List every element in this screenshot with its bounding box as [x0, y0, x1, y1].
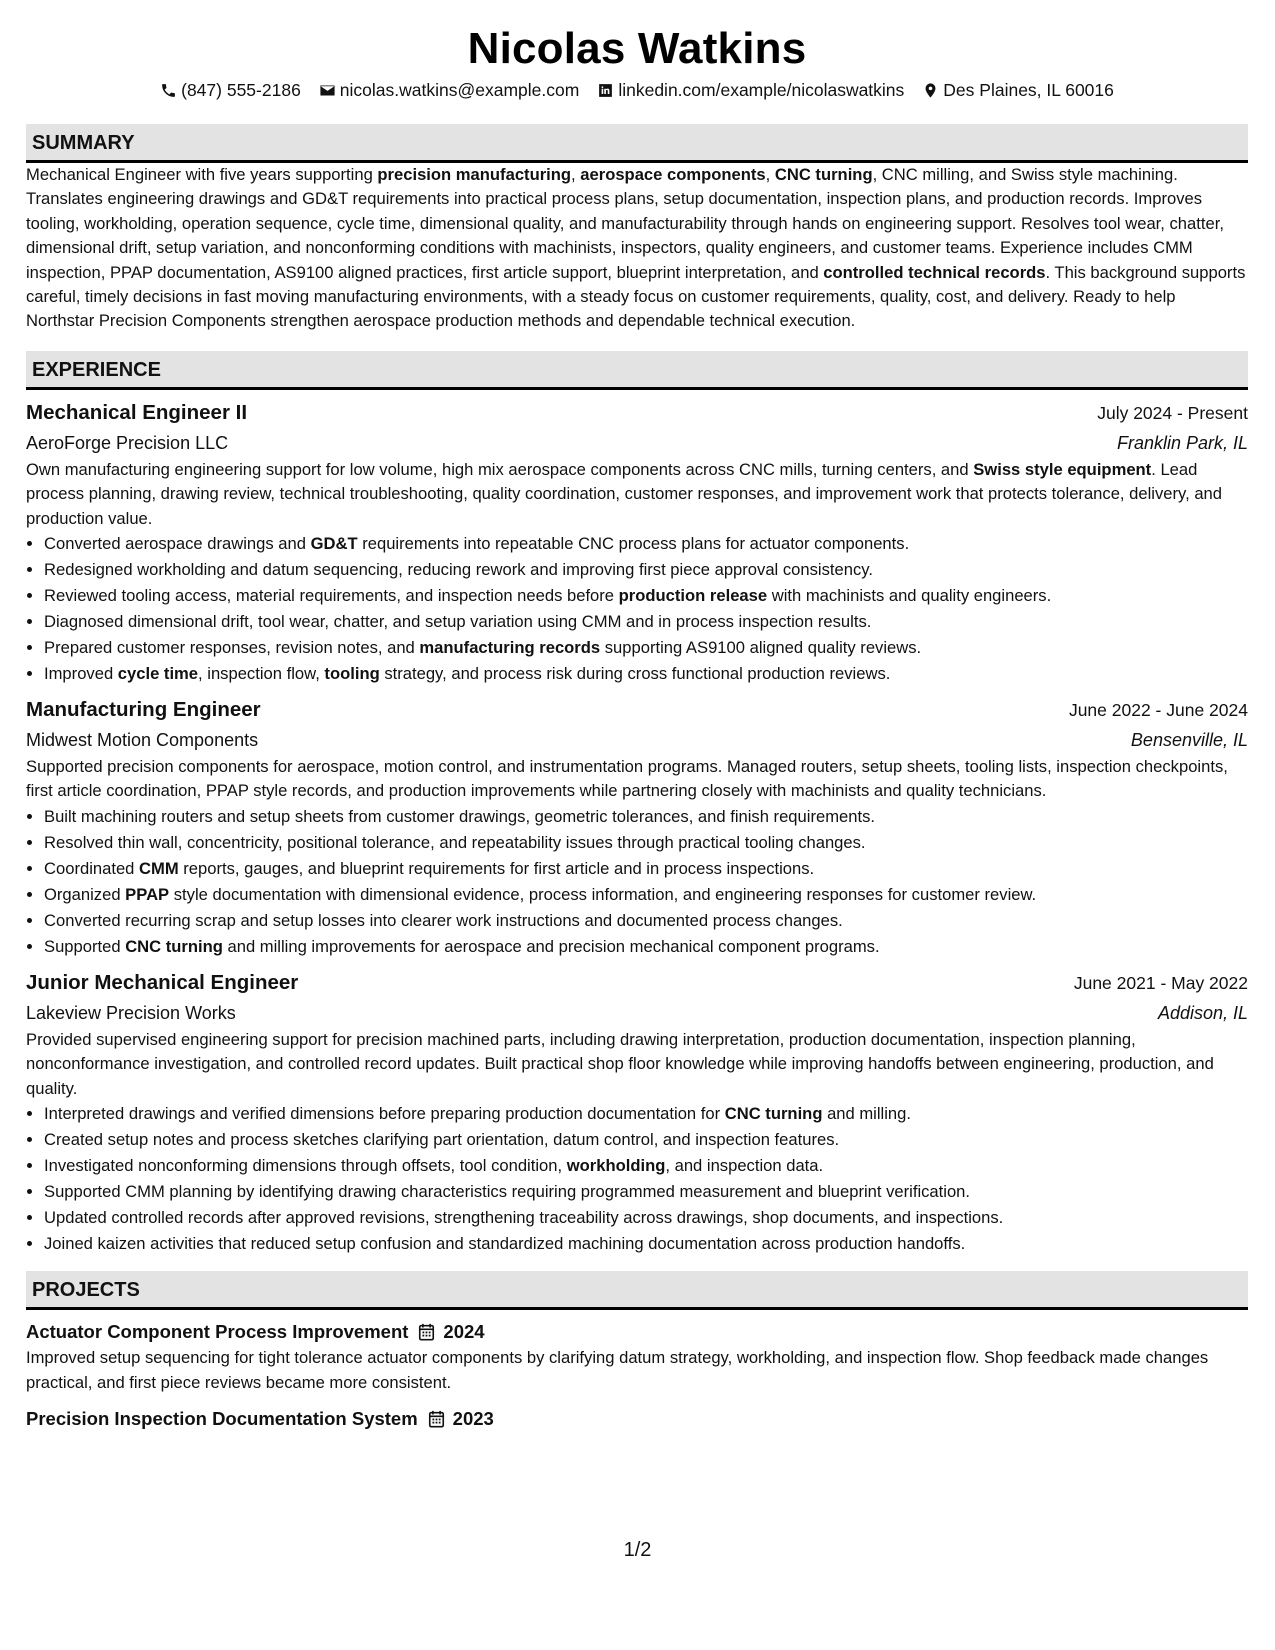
page-number: 1/2 — [623, 1539, 652, 1561]
project-description: Improved setup sequencing for tight tolerance actuator components by clarifying datum strategy, workholding, and inspection flow. Shop feedback made changes practical, and first piece reviews became more consistent. — [26, 1348, 1209, 1392]
candidate-name: Nicolas Watkins — [467, 24, 807, 73]
contact-line — [26, 78, 1248, 102]
job-description: Supported precision components for aerospace, motion control, and instrumentation programs. Managed routers, setup sheets, tooling lists, inspection checkpoints, first article coordination, PPAP style records, and production improvements while partnering closely with machinists and quality technicians. — [26, 757, 1228, 801]
job-dates: June 2022 - June 2024 — [1068, 700, 1248, 721]
job-company: AeroForge Precision LLC — [26, 432, 229, 453]
project-date — [418, 1318, 484, 1346]
project-title: Precision Inspection Documentation System — [26, 1407, 418, 1429]
list-item: • Supported CNC turning and milling improvements for aerospace and precision mechanical component programs. — [44, 934, 1248, 960]
contact-phone-text: (847) 555-2186 — [181, 80, 301, 100]
contact-location-text: Des Plaines, IL 60016 — [943, 80, 1114, 100]
job-title: Junior Mechanical Engineer — [26, 970, 299, 994]
project-title: Actuator Component Process Improvement — [26, 1321, 409, 1343]
job-description: Provided supervised engineering support for precision machined parts, including drawing interpretation, production documentation, inspection planning, nonconformance investigation, and controlled record updates. Built practical shop floor knowledge while improving handoffs between engineering, production, and quality. — [26, 1029, 1214, 1098]
contact-phone — [160, 78, 301, 102]
job-title: Manufacturing Engineer — [26, 698, 261, 722]
list-item: • Created setup notes and process sketches clarifying part orientation, datum control, and inspection features. — [44, 1127, 1248, 1153]
list-item: • Joined kaizen activities that reduced setup confusion and standardized machining documentation across production handoffs. — [44, 1231, 1248, 1257]
linkedin-icon — [597, 82, 614, 99]
list-item: • Updated controlled records after approved revisions, strengthening traceability across drawings, shop documents, and inspections. — [44, 1205, 1248, 1231]
job-entry — [26, 398, 1248, 687]
list-item: • Improved cycle time, inspection flow, tooling strategy, and process risk during cross functional production reviews. — [44, 661, 1248, 687]
list-item: • Coordinated CMM reports, gauges, and blueprint requirements for first article and in process inspections. — [44, 856, 1248, 882]
job-description: Own manufacturing engineering support for low volume, high mix aerospace components across CNC mills, turning centers, and Swiss style equipment. Lead process planning, drawing review, technical troubleshooting, quality coordination, customer responses, and improvement work that protects tolerance, delivery, and production value. — [26, 459, 1223, 528]
contact-location — [922, 78, 1114, 102]
summary-section — [26, 124, 1248, 334]
list-item: • Supported CMM planning by identifying drawing characteristics requiring programmed measurement and blueprint verification. — [44, 1179, 1248, 1205]
list-item: • Prepared customer responses, revision notes, and manufacturing records supporting AS9100 aligned quality reviews. — [44, 635, 1248, 661]
job-bullets — [26, 531, 1248, 687]
list-item: • Resolved thin wall, concentricity, positional tolerance, and repeatability issues through practical tooling changes. — [44, 830, 1248, 856]
project-year: 2024 — [443, 1321, 485, 1343]
resume-page — [26, 0, 1248, 1433]
calendar-icon — [418, 1323, 435, 1341]
contact-linkedin[interactable] — [597, 78, 904, 102]
contact-email[interactable] — [319, 78, 580, 102]
job-bullets — [26, 804, 1248, 960]
job-title: Mechanical Engineer II — [26, 400, 248, 424]
job-company: Lakeview Precision Works — [26, 1002, 236, 1023]
project-title-row — [26, 1318, 1248, 1346]
list-item: • Converted aerospace drawings and GD&T requirements into repeatable CNC process plans for actuator components. — [44, 531, 1248, 557]
section-heading-summary: SUMMARY — [26, 124, 1248, 163]
job-location: Addison, IL — [1157, 1002, 1248, 1023]
summary-text: Mechanical Engineer with five years supporting precision manufacturing, aerospace components, CNC turning, CNC milling, and Swiss style machining. Translates engineering drawings and GD&T requirements into practical process plans, setup documentation, inspection plans, and production records. Improves tooling, workholding, operation sequence, cycle time, dimensional quality, and manufacturability through hands on engineering support. Resolves tool wear, chatter, dimensional drift, setup variation, and nonconforming conditions with machinists, inspectors, quality engineers, and customer teams. Experience includes CMM inspection, PPAP documentation, AS9100 aligned practices, first article support, blueprint interpretation, and controlled technical records. This background supports careful, timely decisions in fast moving manufacturing environments, with a steady focus on customer requirements, quality, cost, and delivery. Ready to help Northstar Precision Components strengthen aerospace production methods and dependable technical execution. — [26, 165, 1246, 331]
project-title-row — [26, 1405, 1248, 1433]
job-dates: July 2024 - Present — [1097, 402, 1248, 423]
list-item: • Organized PPAP style documentation with dimensional evidence, process information, and engineering responses for customer review. — [44, 882, 1248, 908]
project-date — [428, 1405, 494, 1433]
list-item: • Reviewed tooling access, material requirements, and inspection needs before production release with machinists and quality engineers. — [44, 583, 1248, 609]
list-item: • Redesigned workholding and datum sequencing, reducing rework and improving first piece approval consistency. — [44, 557, 1248, 583]
calendar-icon — [428, 1410, 445, 1428]
job-location: Bensenville, IL — [1130, 730, 1248, 751]
job-dates: June 2021 - May 2022 — [1073, 972, 1248, 993]
list-item: • Interpreted drawings and verified dimensions before preparing production documentation for CNC turning and milling. — [44, 1101, 1248, 1127]
job-location: Franklin Park, IL — [1116, 432, 1248, 453]
job-entry — [26, 695, 1248, 960]
phone-icon — [160, 82, 177, 99]
contact-email-text[interactable]: nicolas.watkins@example.com — [339, 80, 580, 100]
job-entry — [26, 968, 1248, 1257]
list-item: • Built machining routers and setup sheets from customer drawings, geometric tolerances, and finish requirements. — [44, 804, 1248, 830]
section-heading-projects: PROJECTS — [26, 1271, 1248, 1310]
projects-section — [26, 1271, 1248, 1433]
envelope-icon — [319, 82, 336, 99]
list-item: • Diagnosed dimensional drift, tool wear, chatter, and setup variation using CMM and in process inspection results. — [44, 609, 1248, 635]
section-heading-experience: EXPERIENCE — [26, 351, 1248, 390]
map-pin-icon — [922, 82, 939, 99]
contact-linkedin-text[interactable]: linkedin.com/example/nicolaswatkins — [618, 80, 905, 100]
job-company: Midwest Motion Components — [26, 730, 259, 751]
experience-section — [26, 351, 1248, 1257]
project-year: 2023 — [452, 1407, 494, 1429]
job-bullets — [26, 1101, 1248, 1257]
list-item: • Converted recurring scrap and setup losses into clearer work instructions and documented process changes. — [44, 908, 1248, 934]
list-item: • Investigated nonconforming dimensions through offsets, tool condition, workholding, and inspection data. — [44, 1153, 1248, 1179]
